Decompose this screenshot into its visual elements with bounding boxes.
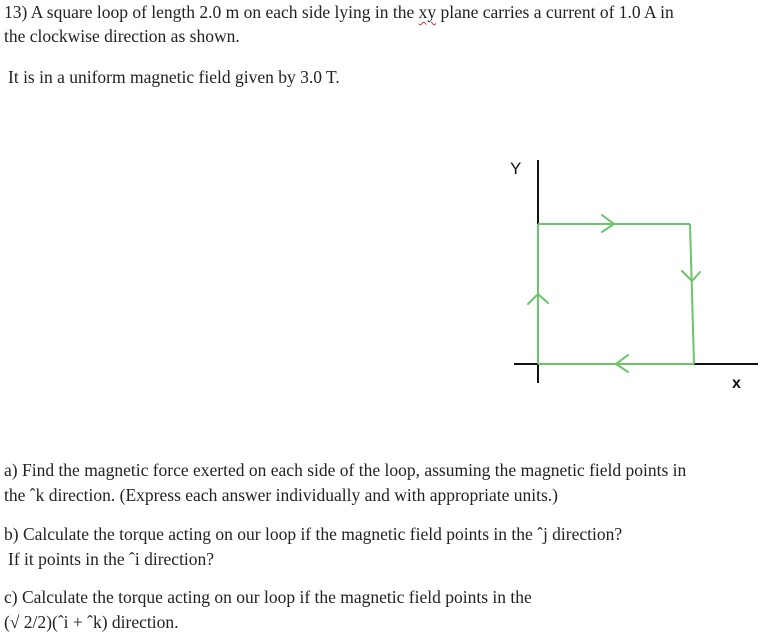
problem-text-start: 13) A square loop of length 2.0 m on each side lying in the [4, 2, 419, 22]
question-a-line-1: a) Find the magnetic force exerted on each side of the loop, assuming the magnetic field points in [4, 460, 687, 480]
question-b-line-2: If it points in the ˆi direction? [8, 549, 215, 569]
xy-plane-word: xy [418, 2, 437, 22]
y-axis-label: Y [510, 159, 522, 178]
problem-line-2: the clockwise direction as shown. [4, 26, 240, 46]
loop-right-side [690, 224, 694, 364]
question-b-line-1: b) Calculate the torque acting on our loop if the magnetic field points in the ˆj direction? [4, 524, 623, 544]
question-c-line-1: c) Calculate the torque acting on our loop if the magnetic field points in the [4, 587, 532, 607]
x-axis-label: x [732, 375, 741, 392]
problem-line-1 [4, 1, 674, 23]
loop-figure [500, 140, 770, 400]
question-c-line-2: (√ 2/2)(ˆi + ˆk) direction. [4, 612, 179, 632]
current-loop [538, 224, 694, 364]
problem-text-end: plane carries a current of 1.0 A in [436, 2, 674, 22]
field-statement: It is in a uniform magnetic field given by 3.0 T. [8, 67, 340, 87]
question-a-line-2: the ˆk direction. (Express each answer individually and with appropriate units.) [4, 485, 559, 505]
